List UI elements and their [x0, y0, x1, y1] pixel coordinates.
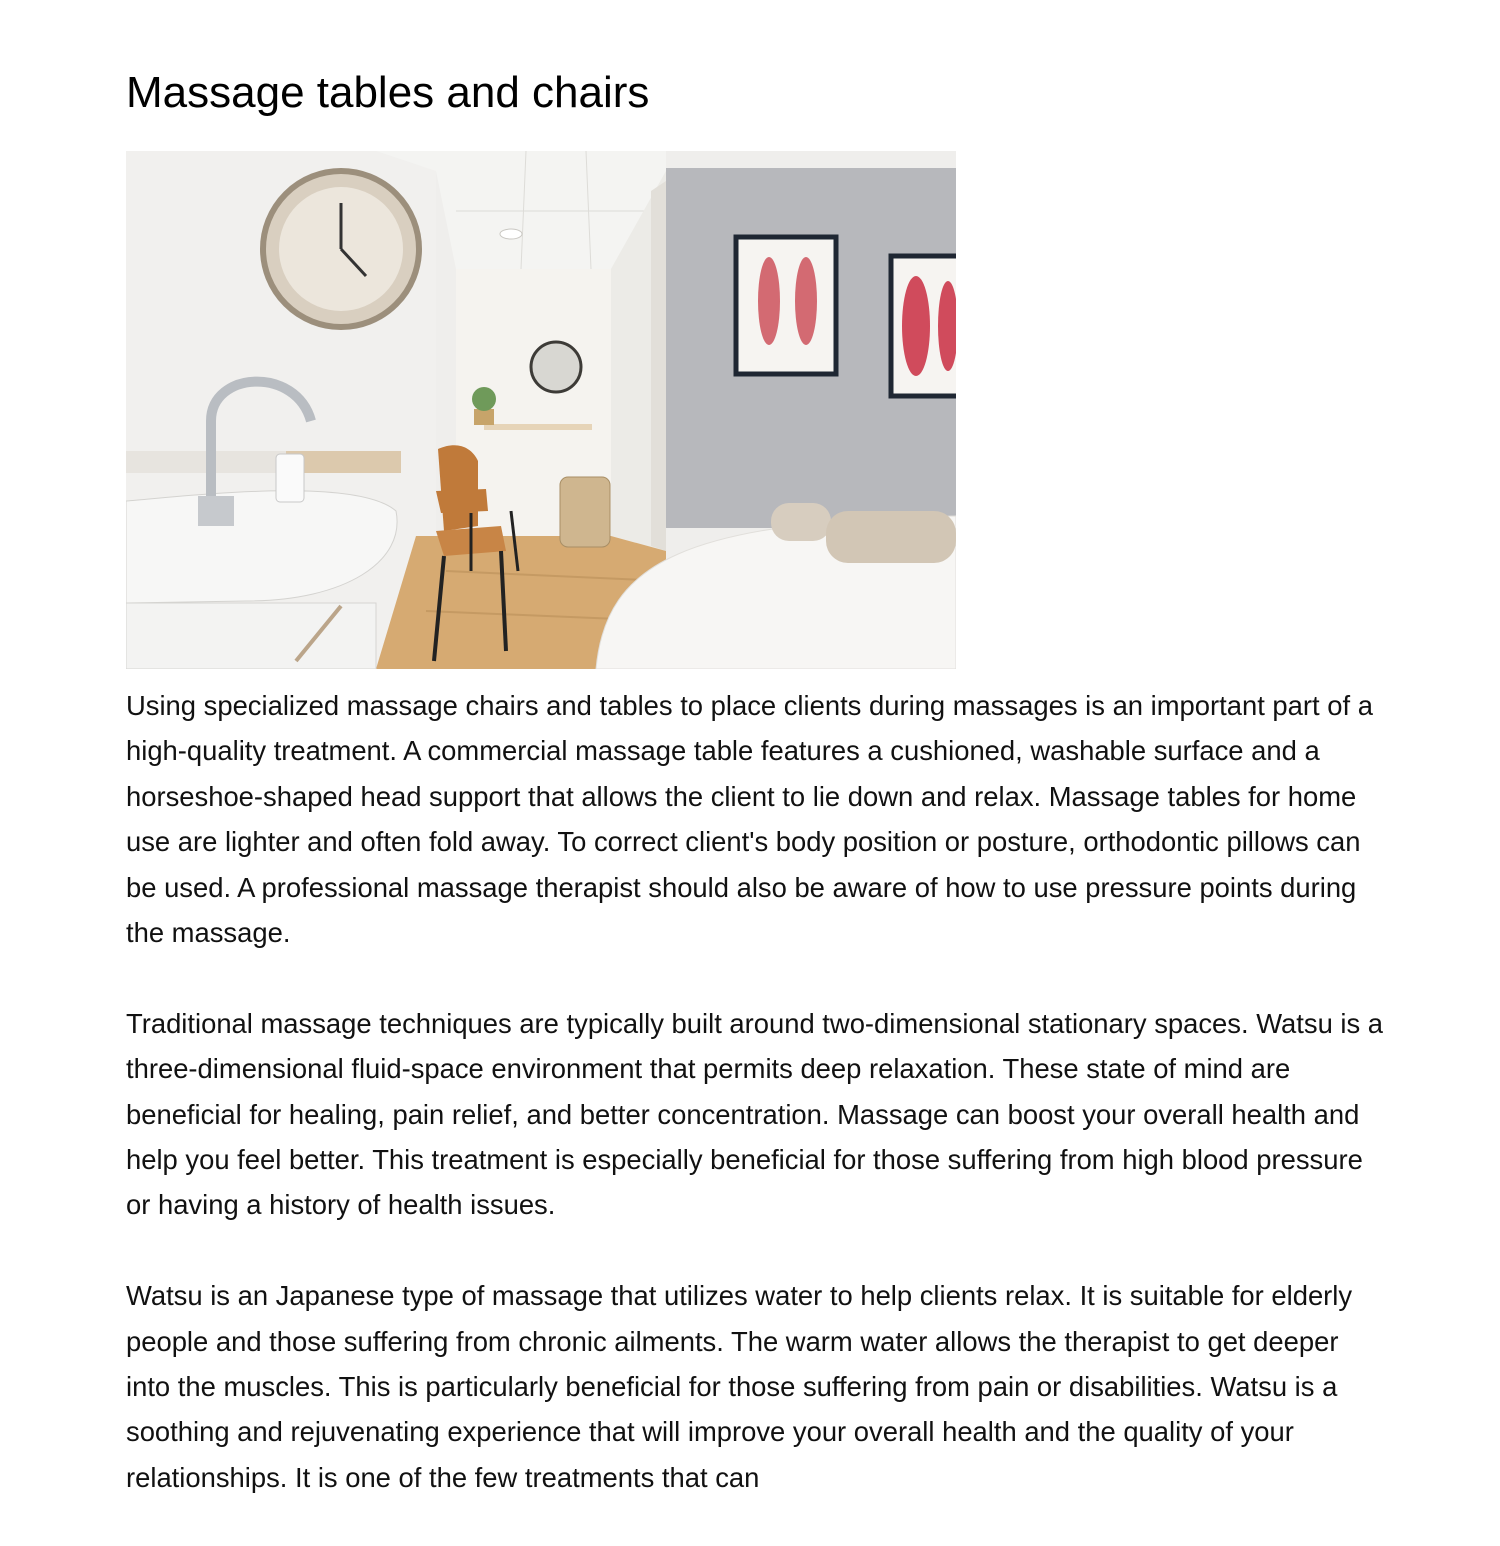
massage-room-photo	[126, 151, 956, 669]
paragraph-3: Watsu is an Japanese type of massage that utilizes water to help clients relax. It is suitable for elderly people and those suffering from chronic ailments. The warm water allows the therapist to get deeper into the muscles. This is particularly beneficial for those suffering from pain or disabilities. Watsu is a soothing and rejuvenating experience that will improve your overall health and the quality of your relationships. It is one of the few treatments that can	[126, 1280, 1353, 1493]
article-body	[126, 683, 1386, 1546]
paragraph-1: Using specialized massage chairs and tables to place clients during massages is an important part of a high-quality treatment. A commercial massage table features a cushioned, washable surface and a horseshoe-shaped head support that allows the client to lie down and relax. Massage tables for home use are lighter and often fold away. To correct client's body position or posture, orthodontic pillows can be used. A professional massage therapist should also be aware of how to use pressure points during the massage.	[126, 690, 1373, 949]
paragraph-2: Traditional massage techniques are typically built around two-dimensional stationary spaces. Watsu is a three-dimensional fluid-space environment that permits deep relaxation. These state of mind are beneficial for healing, pain relief, and better concentration. Massage can boost your overall health and help you feel better. This treatment is especially beneficial for those suffering from high blood pressure or having a history of health issues.	[126, 1007, 1384, 1221]
page-title: Massage tables and chairs	[126, 68, 650, 117]
